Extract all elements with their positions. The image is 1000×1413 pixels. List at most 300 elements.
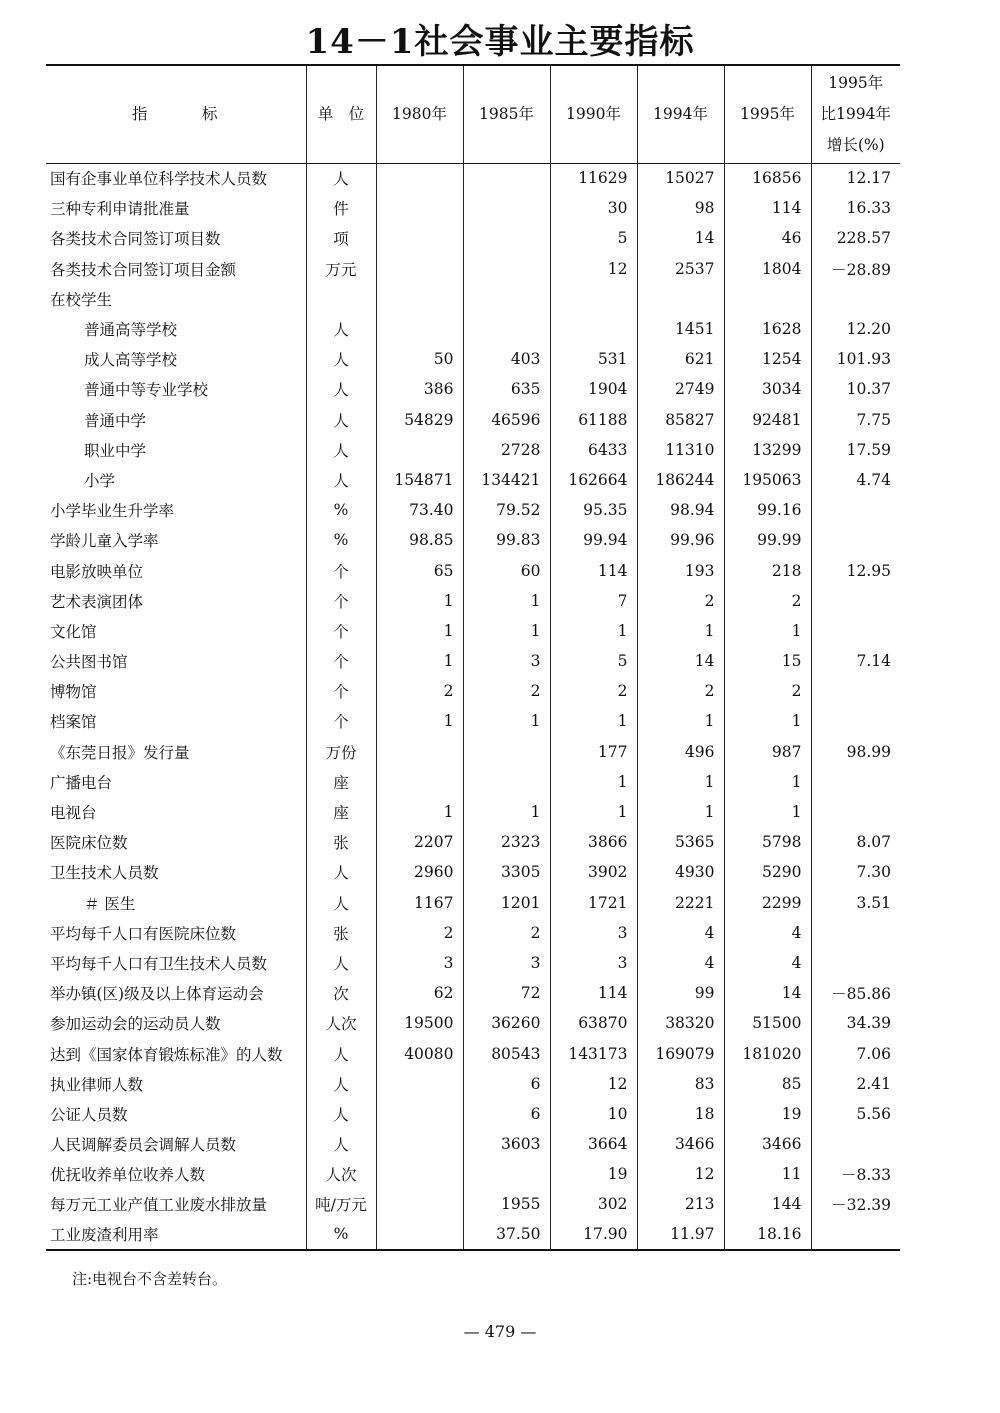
growth-cell: 3.51 (811, 888, 900, 918)
growth-cell: －28.89 (811, 254, 900, 284)
value-1994-cell: 12 (637, 1159, 724, 1189)
table-row (46, 1099, 900, 1129)
value-1990-cell: 6433 (550, 435, 637, 465)
indicator-cell: 公证人员数 (50, 1105, 128, 1124)
value-1994-cell: 2537 (637, 254, 724, 284)
table-row (46, 1159, 900, 1189)
value-1995-cell: 195063 (724, 465, 811, 495)
value-1990-cell: 30 (550, 193, 637, 223)
value-1994-cell: 496 (637, 737, 724, 767)
growth-cell: 10.37 (811, 374, 900, 404)
unit-cell: 人 (306, 888, 376, 918)
table-row (46, 495, 900, 525)
value-1990-cell: 2 (550, 676, 637, 706)
indicator-cell: ＃ 医生 (84, 894, 136, 913)
table-row (46, 978, 900, 1008)
value-1990-cell: 5 (550, 223, 637, 253)
value-1995-cell (724, 284, 811, 314)
value-1985-cell: 1 (463, 586, 550, 616)
indicator-cell: 每万元工业产值工业废水排放量 (50, 1196, 268, 1215)
value-1980-cell (376, 314, 463, 344)
value-1985-cell: 1955 (463, 1189, 550, 1219)
table-row (46, 193, 900, 223)
value-1995-cell: 1254 (724, 344, 811, 374)
value-1995-cell: 1 (724, 797, 811, 827)
value-1985-cell: 635 (463, 374, 550, 404)
unit-cell: 个 (306, 646, 376, 676)
value-1994-cell: 14 (637, 646, 724, 676)
header-growth-line1: 1995年 (828, 73, 884, 92)
value-1995-cell: 3466 (724, 1129, 811, 1159)
indicator-cell: 电影放映单位 (50, 562, 144, 581)
unit-cell: 个 (306, 706, 376, 736)
unit-cell (306, 284, 376, 314)
value-1990-cell: 1 (550, 616, 637, 646)
value-1995-cell: 4 (724, 918, 811, 948)
growth-cell: 34.39 (811, 1008, 900, 1038)
table-row (46, 465, 900, 495)
value-1980-cell: 54829 (376, 405, 463, 435)
unit-cell: 次 (306, 978, 376, 1008)
value-1985-cell (463, 1159, 550, 1189)
table-row (46, 344, 900, 374)
value-1990-cell: 162664 (550, 465, 637, 495)
value-1995-cell: 92481 (724, 405, 811, 435)
header-1980: 1980年 (376, 65, 463, 163)
growth-cell: 7.75 (811, 405, 900, 435)
indicator-cell: 文化馆 (50, 622, 97, 641)
indicator-cell: 工业废渣利用率 (46, 1220, 306, 1250)
header-1990: 1990年 (550, 65, 637, 163)
value-1995-cell: 4 (724, 948, 811, 978)
value-1994-cell: 1 (637, 797, 724, 827)
value-1985-cell: 3305 (463, 857, 550, 887)
table-row (46, 223, 900, 253)
header-growth (811, 65, 900, 163)
value-1995-cell: 5798 (724, 827, 811, 857)
value-1980-cell (376, 1099, 463, 1129)
value-1995-cell: 181020 (724, 1038, 811, 1068)
growth-cell (811, 495, 900, 525)
value-1994-cell: 1 (637, 616, 724, 646)
value-1995-cell: 1 (724, 767, 811, 797)
table-row (46, 767, 900, 797)
value-1990-cell: 5 (550, 646, 637, 676)
growth-cell (811, 797, 900, 827)
value-1990-cell: 7 (550, 586, 637, 616)
value-1995-cell: 16856 (724, 163, 811, 193)
value-1995-cell: 99.16 (724, 495, 811, 525)
growth-cell: 8.07 (811, 827, 900, 857)
value-1985-cell: 37.50 (463, 1220, 550, 1250)
indicator-cell: 平均每千人口有卫生技术人员数 (50, 954, 268, 973)
unit-cell: 人 (306, 1069, 376, 1099)
growth-cell (811, 525, 900, 555)
unit-cell: 个 (306, 586, 376, 616)
value-1994-cell: 213 (637, 1189, 724, 1219)
unit-cell: 万元 (306, 254, 376, 284)
value-1980-cell (376, 1129, 463, 1159)
growth-cell: 16.33 (811, 193, 900, 223)
value-1985-cell: 79.52 (463, 495, 550, 525)
value-1980-cell (376, 1220, 463, 1250)
table-row (46, 646, 900, 676)
value-1990-cell (550, 284, 637, 314)
unit-cell: 万份 (306, 737, 376, 767)
table-row (46, 586, 900, 616)
value-1995-cell: 14 (724, 978, 811, 1008)
value-1994-cell: 5365 (637, 827, 724, 857)
unit-cell: % (306, 495, 376, 525)
value-1985-cell: 3603 (463, 1129, 550, 1159)
indicator-cell: 医院床位数 (50, 834, 128, 853)
value-1985-cell: 99.83 (463, 525, 550, 555)
table-body (46, 163, 900, 1250)
table-row (46, 706, 900, 736)
value-1990-cell: 1721 (550, 888, 637, 918)
header-1994: 1994年 (637, 65, 724, 163)
value-1994-cell: 18 (637, 1099, 724, 1129)
value-1980-cell: 2960 (376, 857, 463, 887)
table-row (46, 827, 900, 857)
value-1994-cell: 85827 (637, 405, 724, 435)
table-row (46, 314, 900, 344)
value-1980-cell: 62 (376, 978, 463, 1008)
value-1994-cell: 14 (637, 223, 724, 253)
value-1995-cell: 11 (724, 1159, 811, 1189)
value-1985-cell (463, 193, 550, 223)
value-1990-cell: 177 (550, 737, 637, 767)
indicator-cell: 普通中等专业学校 (84, 381, 209, 400)
value-1990-cell: 10 (550, 1099, 637, 1129)
value-1995-cell: 1 (724, 706, 811, 736)
value-1994-cell: 38320 (637, 1008, 724, 1038)
unit-cell: 人次 (306, 1008, 376, 1038)
value-1985-cell: 46596 (463, 405, 550, 435)
table-header-row (46, 65, 900, 163)
value-1990-cell: 3664 (550, 1129, 637, 1159)
value-1990-cell: 61188 (550, 405, 637, 435)
value-1994-cell: 4930 (637, 857, 724, 887)
growth-cell: 4.74 (811, 465, 900, 495)
table-row (46, 555, 900, 585)
value-1985-cell (463, 163, 550, 193)
header-indicator: 指 标 (46, 65, 306, 163)
value-1980-cell (376, 737, 463, 767)
value-1995-cell: 1 (724, 616, 811, 646)
value-1980-cell (376, 435, 463, 465)
value-1980-cell: 65 (376, 555, 463, 585)
value-1995-cell: 3034 (724, 374, 811, 404)
value-1994-cell: 2 (637, 676, 724, 706)
value-1990-cell: 3 (550, 918, 637, 948)
indicator-cell: 三种专利申请批准量 (50, 200, 190, 219)
value-1980-cell (376, 1189, 463, 1219)
indicator-cell: 优抚收养单位收养人数 (50, 1166, 206, 1185)
growth-cell: －8.33 (811, 1159, 900, 1189)
unit-cell: 吨/万元 (306, 1189, 376, 1219)
value-1990-cell: 1 (550, 767, 637, 797)
unit-cell: % (306, 1220, 376, 1250)
indicator-cell: 普通高等学校 (84, 321, 178, 340)
indicator-cell: 广播电台 (50, 773, 113, 792)
value-1995-cell: 1804 (724, 254, 811, 284)
unit-cell: 个 (306, 676, 376, 706)
value-1990-cell (550, 314, 637, 344)
value-1994-cell: 186244 (637, 465, 724, 495)
value-1990-cell: 17.90 (550, 1220, 637, 1250)
value-1994-cell: 99.96 (637, 525, 724, 555)
unit-cell: 个 (306, 555, 376, 585)
value-1990-cell: 3902 (550, 857, 637, 887)
value-1990-cell: 1 (550, 797, 637, 827)
value-1980-cell (376, 193, 463, 223)
indicator-cell: 举办镇(区)级及以上体育运动会 (50, 985, 264, 1004)
indicator-cell: 电视台 (50, 804, 97, 823)
value-1994-cell: 1 (637, 706, 724, 736)
value-1990-cell: 1 (550, 706, 637, 736)
growth-cell: 5.56 (811, 1099, 900, 1129)
indicator-cell: 档案馆 (50, 713, 97, 732)
page-number: — 479 — (463, 1322, 537, 1341)
unit-cell: 项 (306, 223, 376, 253)
value-1995-cell: 19 (724, 1099, 811, 1129)
unit-cell: 人次 (306, 1159, 376, 1189)
value-1980-cell: 154871 (376, 465, 463, 495)
page-title: 14－1社会事业主要指标 (305, 22, 695, 62)
growth-cell: 7.14 (811, 646, 900, 676)
growth-cell (811, 767, 900, 797)
table-row (46, 948, 900, 978)
value-1994-cell: 2 (637, 586, 724, 616)
value-1990-cell: 531 (550, 344, 637, 374)
growth-cell (811, 676, 900, 706)
table-row (46, 1220, 900, 1250)
header-1995: 1995年 (724, 65, 811, 163)
table-row (46, 616, 900, 646)
value-1990-cell: 114 (550, 555, 637, 585)
value-1980-cell: 40080 (376, 1038, 463, 1068)
unit-cell: 人 (306, 948, 376, 978)
value-1990-cell: 3866 (550, 827, 637, 857)
value-1995-cell: 13299 (724, 435, 811, 465)
table-row (46, 676, 900, 706)
value-1980-cell: 2 (376, 918, 463, 948)
value-1995-cell: 51500 (724, 1008, 811, 1038)
table-row (46, 1069, 900, 1099)
value-1990-cell: 12 (550, 254, 637, 284)
indicator-cell: 艺术表演团体 (50, 592, 144, 611)
growth-cell: 2.41 (811, 1069, 900, 1099)
unit-cell: % (306, 525, 376, 555)
table-row (46, 1038, 900, 1068)
table-row (46, 857, 900, 887)
value-1985-cell (463, 223, 550, 253)
value-1980-cell: 2207 (376, 827, 463, 857)
growth-cell: 12.17 (811, 163, 900, 193)
value-1985-cell (463, 254, 550, 284)
value-1994-cell: 98.94 (637, 495, 724, 525)
unit-cell: 件 (306, 193, 376, 223)
indicator-cell: 人民调解委员会调解人员数 (50, 1136, 237, 1155)
indicator-cell: 成人高等学校 (84, 351, 178, 370)
indicator-cell: 公共图书馆 (50, 653, 128, 672)
value-1994-cell: 193 (637, 555, 724, 585)
footnote: 注:电视台不含差转台。 (72, 1270, 228, 1288)
table-row (46, 1129, 900, 1159)
unit-cell: 个 (306, 616, 376, 646)
indicator-cell: 职业中学 (84, 441, 147, 460)
value-1985-cell: 2323 (463, 827, 550, 857)
value-1985-cell (463, 767, 550, 797)
unit-cell: 人 (306, 465, 376, 495)
value-1980-cell: 19500 (376, 1008, 463, 1038)
value-1995-cell: 2 (724, 586, 811, 616)
value-1980-cell (376, 1069, 463, 1099)
value-1990-cell: 302 (550, 1189, 637, 1219)
value-1994-cell: 11.97 (637, 1220, 724, 1250)
value-1985-cell: 1201 (463, 888, 550, 918)
table-row (46, 1008, 900, 1038)
value-1994-cell (637, 284, 724, 314)
growth-cell: 101.93 (811, 344, 900, 374)
value-1995-cell: 5290 (724, 857, 811, 887)
unit-cell: 人 (306, 405, 376, 435)
value-1985-cell: 1 (463, 797, 550, 827)
indicator-cell: 达到《国家体育锻炼标准》的人数 (50, 1045, 283, 1064)
value-1985-cell: 3 (463, 646, 550, 676)
value-1994-cell: 4 (637, 948, 724, 978)
unit-cell: 人 (306, 374, 376, 404)
value-1985-cell: 6 (463, 1069, 550, 1099)
table-row (46, 163, 900, 193)
value-1994-cell: 99 (637, 978, 724, 1008)
value-1980-cell (376, 223, 463, 253)
value-1995-cell: 46 (724, 223, 811, 253)
growth-cell: －85.86 (811, 978, 900, 1008)
value-1990-cell: 143173 (550, 1038, 637, 1068)
value-1995-cell: 1628 (724, 314, 811, 344)
value-1990-cell: 11629 (550, 163, 637, 193)
unit-cell: 张 (306, 918, 376, 948)
unit-cell: 人 (306, 435, 376, 465)
value-1980-cell (376, 1159, 463, 1189)
value-1994-cell: 15027 (637, 163, 724, 193)
value-1990-cell: 3 (550, 948, 637, 978)
unit-cell: 人 (306, 344, 376, 374)
value-1994-cell: 98 (637, 193, 724, 223)
table-row (46, 435, 900, 465)
indicator-cell: 国有企事业单位科学技术人员数 (50, 170, 268, 189)
value-1995-cell: 2299 (724, 888, 811, 918)
value-1980-cell: 1 (376, 646, 463, 676)
table-row (46, 405, 900, 435)
value-1985-cell: 2728 (463, 435, 550, 465)
value-1985-cell: 403 (463, 344, 550, 374)
table-row (46, 254, 900, 284)
growth-cell (811, 1220, 900, 1250)
value-1994-cell: 2221 (637, 888, 724, 918)
growth-cell (811, 918, 900, 948)
value-1985-cell: 3 (463, 948, 550, 978)
value-1980-cell: 1 (376, 797, 463, 827)
unit-cell: 人 (306, 1038, 376, 1068)
value-1980-cell (376, 163, 463, 193)
value-1980-cell: 1 (376, 586, 463, 616)
value-1995-cell: 18.16 (724, 1220, 811, 1250)
growth-cell (811, 616, 900, 646)
value-1994-cell: 83 (637, 1069, 724, 1099)
value-1990-cell: 95.35 (550, 495, 637, 525)
value-1994-cell: 1 (637, 767, 724, 797)
value-1985-cell: 72 (463, 978, 550, 1008)
growth-cell (811, 586, 900, 616)
indicator-cell: 普通中学 (84, 411, 147, 430)
table-row (46, 284, 900, 314)
value-1985-cell (463, 314, 550, 344)
value-1980-cell: 2 (376, 676, 463, 706)
header-growth-line3: 增长(%) (826, 135, 885, 154)
growth-cell: 12.20 (811, 314, 900, 344)
value-1994-cell: 3466 (637, 1129, 724, 1159)
growth-cell: －32.39 (811, 1189, 900, 1219)
value-1994-cell: 2749 (637, 374, 724, 404)
value-1985-cell: 6 (463, 1099, 550, 1129)
value-1980-cell: 98.85 (376, 525, 463, 555)
growth-cell (811, 706, 900, 736)
value-1990-cell: 63870 (550, 1008, 637, 1038)
value-1990-cell: 19 (550, 1159, 637, 1189)
value-1980-cell (376, 767, 463, 797)
unit-cell: 座 (306, 767, 376, 797)
indicator-cell: 卫生技术人员数 (50, 864, 159, 883)
header-1985: 1985年 (463, 65, 550, 163)
value-1995-cell: 99.99 (724, 525, 811, 555)
growth-cell: 228.57 (811, 223, 900, 253)
table-row (46, 525, 900, 555)
growth-cell: 7.30 (811, 857, 900, 887)
value-1994-cell: 621 (637, 344, 724, 374)
table-row (46, 797, 900, 827)
indicator-cell: 各类技术合同签订项目数 (50, 230, 221, 249)
value-1994-cell: 1451 (637, 314, 724, 344)
growth-cell (811, 948, 900, 978)
unit-cell: 座 (306, 797, 376, 827)
table-row (46, 1189, 900, 1219)
value-1985-cell (463, 284, 550, 314)
indicator-cell: 小学毕业生升学率 (50, 502, 175, 521)
value-1980-cell (376, 254, 463, 284)
value-1990-cell: 114 (550, 978, 637, 1008)
value-1990-cell: 1904 (550, 374, 637, 404)
value-1980-cell: 73.40 (376, 495, 463, 525)
growth-cell: 17.59 (811, 435, 900, 465)
value-1980-cell: 386 (376, 374, 463, 404)
value-1995-cell: 144 (724, 1189, 811, 1219)
value-1995-cell: 114 (724, 193, 811, 223)
table-row (46, 737, 900, 767)
indicator-cell: 小学 (84, 471, 116, 490)
value-1985-cell: 80543 (463, 1038, 550, 1068)
unit-cell: 人 (306, 314, 376, 344)
header-unit: 单 位 (306, 65, 376, 163)
unit-cell: 人 (306, 1129, 376, 1159)
value-1980-cell: 3 (376, 948, 463, 978)
value-1995-cell: 15 (724, 646, 811, 676)
unit-cell: 张 (306, 827, 376, 857)
value-1990-cell: 99.94 (550, 525, 637, 555)
social-indicators-table (46, 64, 900, 1251)
